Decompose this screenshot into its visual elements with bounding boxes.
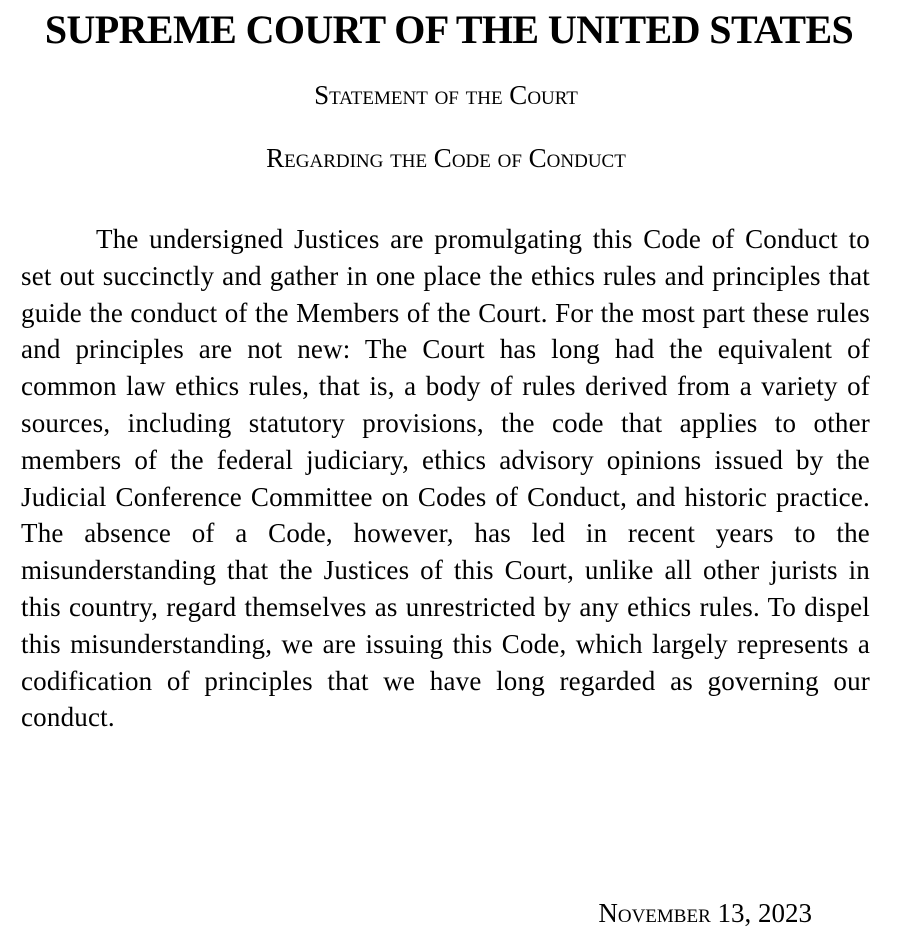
regarding-title: Regarding the Code of Conduct	[266, 143, 626, 173]
statement-title: Statement of the Court	[314, 80, 578, 110]
statement-date: November 13, 2023	[598, 898, 812, 928]
court-title: SUPREME COURT OF THE UNITED STATES	[44, 7, 854, 52]
statement-paragraph: The undersigned Justices are promulgating this Code of Conduct to set out succinctly and gather in one place the ethics rules and principles that guide the conduct of the Members of the Court. For the most part these rules and principles are not new: The Court has long had the equivalent of common law ethics rules, that is, a body of rules derived from a variety of sources, including statutory provisions, the code that applies to other members of the federal judiciary, ethics advisory opinions issued by the Judicial Conference Committee on Codes of Conduct, and historic practice. The absence of a Code, however, has led in recent years to the misunderstanding that the Justices of this Court, unlike all other jurists in this country, regard themselves as unrestricted by any ethics rules. To dispel this misunderstanding, we are issuing this Code, which largely represents a codification of principles that we have long regarded as governing our conduct.	[21, 224, 870, 733]
